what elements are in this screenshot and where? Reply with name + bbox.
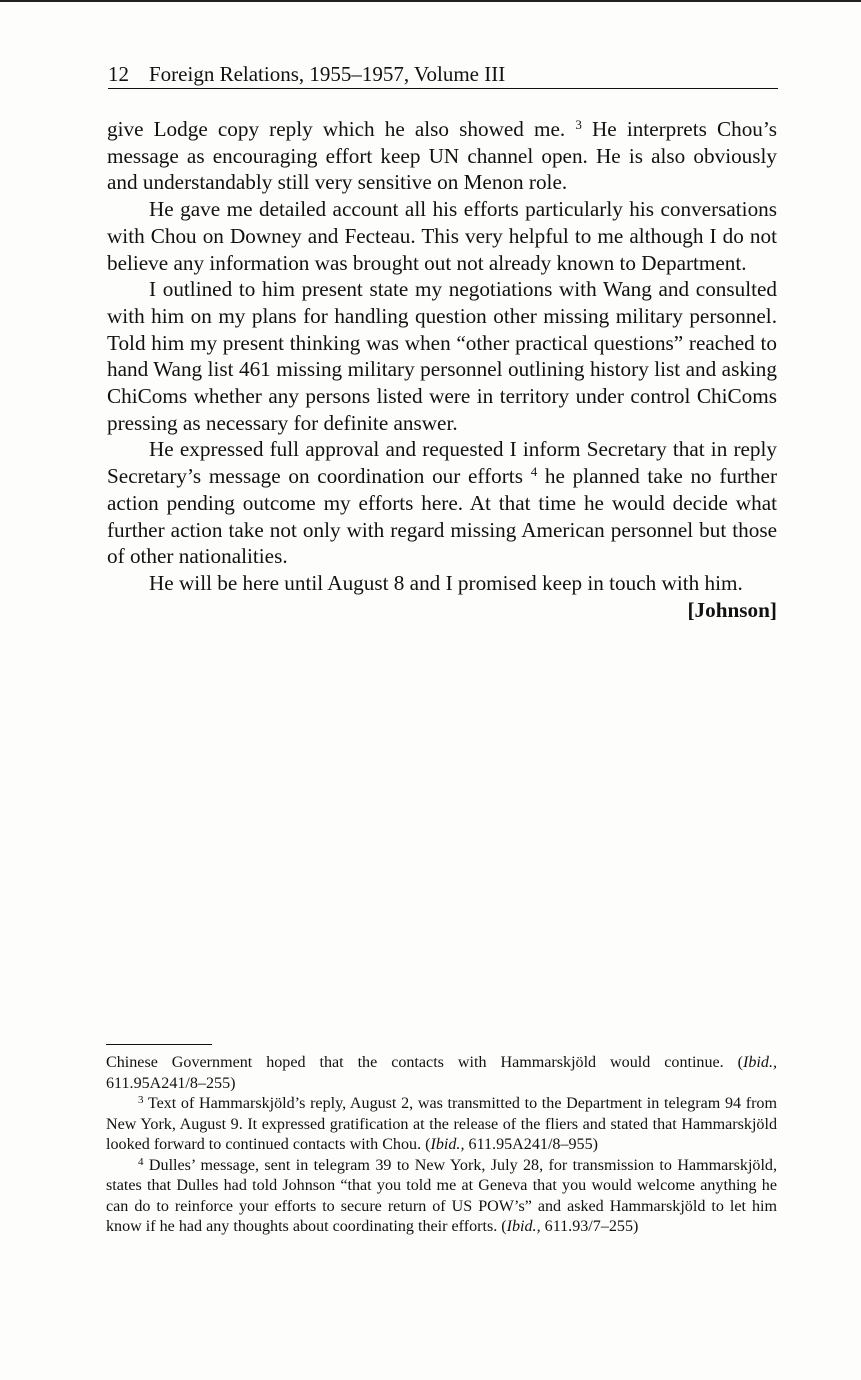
footnote-ref-4: 4 [530,464,538,480]
citation-open-paren: ( [501,1218,507,1235]
paragraph-1-text-b: He interprets Chou’s message as encouraging effort keep UN channel open. He is also obviously and understandably still very sensitive on Menon role. [107,117,778,195]
page-number: 12 [108,62,129,86]
footnote-3-text: Text of Hammarskjöld’s reply, August 2, was transmitted to the Department in telegram 94 from New York, August 9. It expressed gratification at the release of the fliers and stated that Hammarskjöld looked forward to continued contacts with Chou. [106,1095,777,1153]
footnote-3 [106,1094,777,1156]
footnote-continuation-text: Chinese Government hoped that the contacts with Hammarskjöld would continue. [106,1054,724,1071]
paragraph-2: He gave me detailed account all his efforts particularly his conversations with Chou on Downey and Fecteau. This very helpful to me although I do not believe any information was brought out not already known to Department. [107,197,777,275]
scan-top-edge [0,0,861,2]
citation-ibid: Ibid., [430,1136,465,1153]
citation-ibid: Ibid., [506,1218,541,1235]
footnote-3-marker: 3 [138,1094,144,1106]
citation-ibid: Ibid., [743,1054,778,1071]
footnote-4 [106,1156,777,1238]
signature: [Johnson] [687,597,777,622]
footnote-continuation [106,1053,777,1094]
running-header [108,60,778,89]
paragraph-4-text-a: He expressed full approval and requested I inform Secretary that in reply Secretary’s message on coordination our efforts [107,437,777,489]
footnote-4-text: Dulles’ message, sent in telegram 39 to New York, July 28, for transmission to Hammarskjöld, states that Dulles had told Johnson “that you told me at Geneva that you would welcome anything he can do to reinforce your efforts to secure return of US POW’s” and asked Hammarskjöld to let him know if he had any thoughts about coordinating their efforts. [106,1156,778,1235]
paragraph-5: He will be here until August 8 and I promised keep in touch with him. [149,570,743,595]
running-title: Foreign Relations, 1955–1957, Volume III [149,62,506,86]
document-body [107,116,777,623]
citation-open-paren: ( [737,1054,744,1071]
citation-open-paren: ( [425,1136,431,1153]
footnote-4-marker: 4 [138,1155,144,1168]
paragraph-3: I outlined to him present state my negotiations with Wang and consulted with him on my plans for handling question other missing military personnel. Told him my present thinking was when “other practical questions” reached to hand Wang list 461 missing military personnel outlining history list and asking ChiComs whether any persons listed were in territory under control ChiComs pressing as necessary for definite answer. [107,277,777,435]
paragraph-4 [107,436,777,570]
citation-rest: 611.93/7–255) [544,1218,639,1235]
footnote-rule [106,1044,212,1045]
paragraph-1 [107,116,777,196]
footnote-ref-3: 3 [575,117,582,132]
citation-rest: 611.95A241/8–955) [468,1136,599,1153]
paragraph-4-text-b: he planned take no further action pending outcome my efforts here. At that time he would decide what further action take not only with regard missing American personnel but those of other nationalities. [107,464,778,569]
footnotes [106,1053,777,1238]
citation-rest: 611.95A241/8–255) [106,1074,236,1092]
paragraph-1-text-a: give Lodge copy reply which he also showed me. [107,117,566,141]
